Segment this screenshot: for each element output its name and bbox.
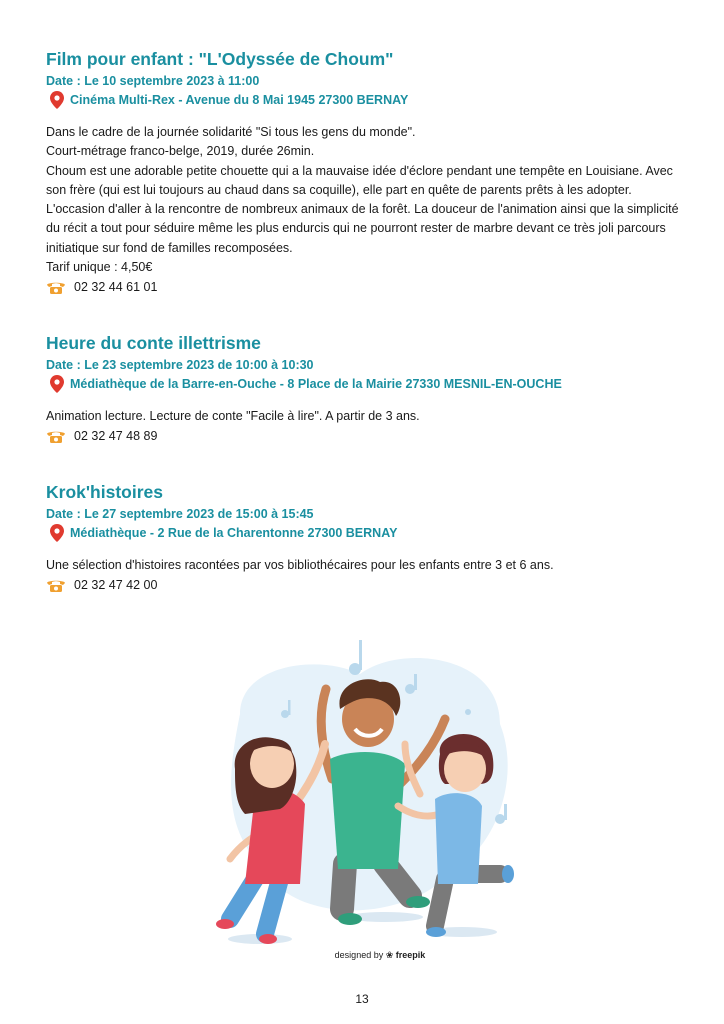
event-phone-number: 02 32 47 48 89 [74,429,158,444]
event-2 [46,332,686,446]
event-description [46,407,686,426]
event-location-text: Cinéma Multi-Rex - Avenue du 8 Mai 1945 27300 BERNAY [70,93,409,107]
event-location [46,524,686,542]
event-1 [46,48,686,297]
event-date: Date : Le 10 septembre 2023 à 11:00 [46,74,260,88]
event-phone [46,427,686,446]
telephone-icon [46,579,66,593]
description-line: Animation lecture. Lecture de conte "Facile à lire". A partir de 3 ans. [46,409,420,423]
event-phone-number: 02 32 47 42 00 [74,578,158,593]
page-number: 13 [355,992,369,1006]
event-description [46,556,686,575]
map-pin-icon [50,91,64,109]
credit-brand: freepik [395,950,426,960]
event-location [46,375,686,393]
description-line: Dans le cadre de la journée solidarité "Si tous les gens du monde". [46,125,416,139]
freepik-logo-icon: ❀ [385,950,394,960]
event-title: Krok'histoires [46,482,163,502]
map-pin-icon [50,375,64,393]
event-location-text: Médiathèque - 2 Rue de la Charentonne 27300 BERNAY [70,526,398,540]
telephone-icon [46,430,66,444]
event-location-text: Médiathèque de la Barre-en-Ouche - 8 Place de la Mairie 27330 MESNIL-EN-OUCHE [70,377,562,391]
event-location [46,91,686,109]
event-date: Date : Le 23 septembre 2023 de 10:00 à 10:30 [46,358,314,372]
event-phone [46,576,686,595]
description-line: Court-métrage franco-belge, 2019, durée 26min. [46,144,315,159]
event-date: Date : Le 27 septembre 2023 de 15:00 à 15:45 [46,507,314,521]
event-description [46,123,686,277]
image-credit [300,950,460,961]
description-line: Tarif unique : 4,50€ [46,260,153,275]
dancing-children-illustration [200,634,530,964]
description-line: Une sélection d'histoires racontées par vos bibliothécaires pour les enfants entre 3 et 6 ans. [46,558,554,572]
event-phone [46,278,686,297]
description-line: Choum est une adorable petite chouette qui a la mauvaise idée d'éclore pendant une tempête en Louisiane. Avec son frère (qui est lui toujours au chaud dans sa coquille), elle part en quête de parents prêts à les adopter. L'occasion d'aller à la rencontre de nombreux animaux de la forêt. La douceur de l'animation ainsi que la simplicité du récit a tout pour séduire même les plus endurcis qui ne pourront rester de marbre devant ce très joli parcours initiatique sur fond de familles recomposées. [46,163,679,255]
credit-prefix: designed by [334,950,384,960]
map-pin-icon [50,524,64,542]
event-3 [46,481,686,595]
event-title: Heure du conte illettrisme [46,333,261,353]
event-title: Film pour enfant : "L'Odyssée de Choum" [46,49,394,69]
event-phone-number: 02 32 44 61 01 [74,280,158,295]
telephone-icon [46,281,66,295]
